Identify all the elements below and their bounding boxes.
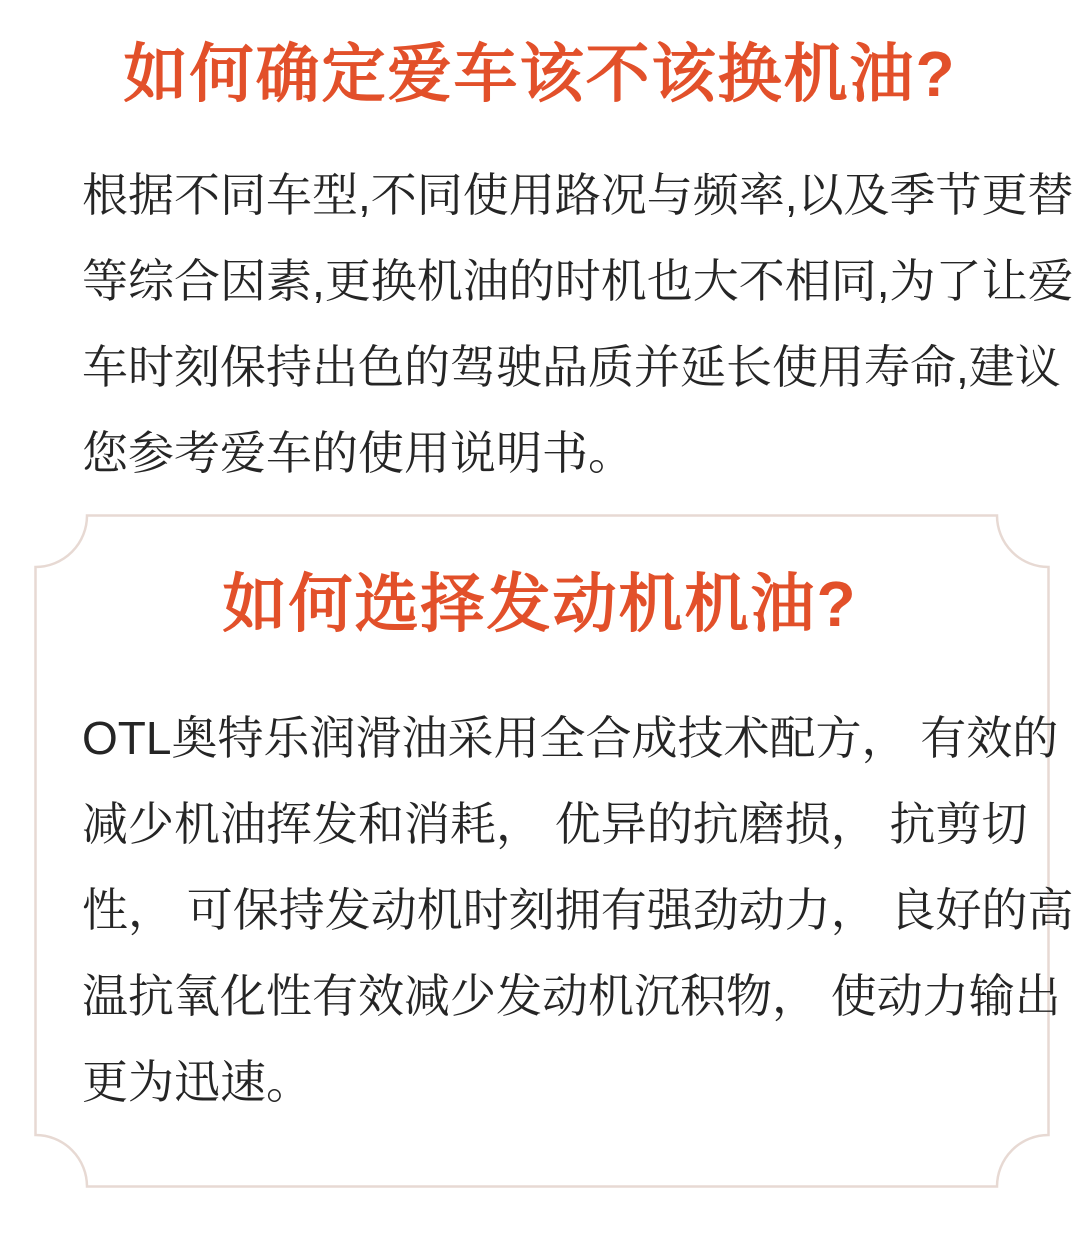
paragraph-line: 减少机油挥发和消耗， 优异的抗磨损， 抗剪切 xyxy=(82,798,1028,850)
section2-heading: 如何选择发动机机油? xyxy=(222,568,858,640)
paragraph-line: 温抗氧化性有效减少发动机沉积物， 使动力输出 xyxy=(82,970,1061,1022)
paragraph-line: 更为迅速。 xyxy=(82,1056,312,1108)
paragraph-line: 车时刻保持出色的驾驶品质并延长使用寿命,建议 xyxy=(82,341,1061,393)
paragraph-line: 等综合因素,更换机油的时机也大不相同,为了让爱 xyxy=(82,255,1074,307)
paragraph-line: 根据不同车型,不同使用路况与频率,以及季节更替 xyxy=(82,169,1074,221)
section1-heading: 如何确定爱车该不该换机油? xyxy=(123,38,957,110)
section1-paragraph xyxy=(82,152,1074,496)
section2-paragraph xyxy=(82,695,1074,1125)
paragraph-line: OTL奥特乐润滑油采用全合成技术配方， 有效的 xyxy=(82,712,1059,764)
paragraph-line: 性， 可保持发动机时刻拥有强劲动力， 良好的高 xyxy=(82,884,1074,936)
paragraph-line: 您参考爱车的使用说明书。 xyxy=(82,427,634,479)
